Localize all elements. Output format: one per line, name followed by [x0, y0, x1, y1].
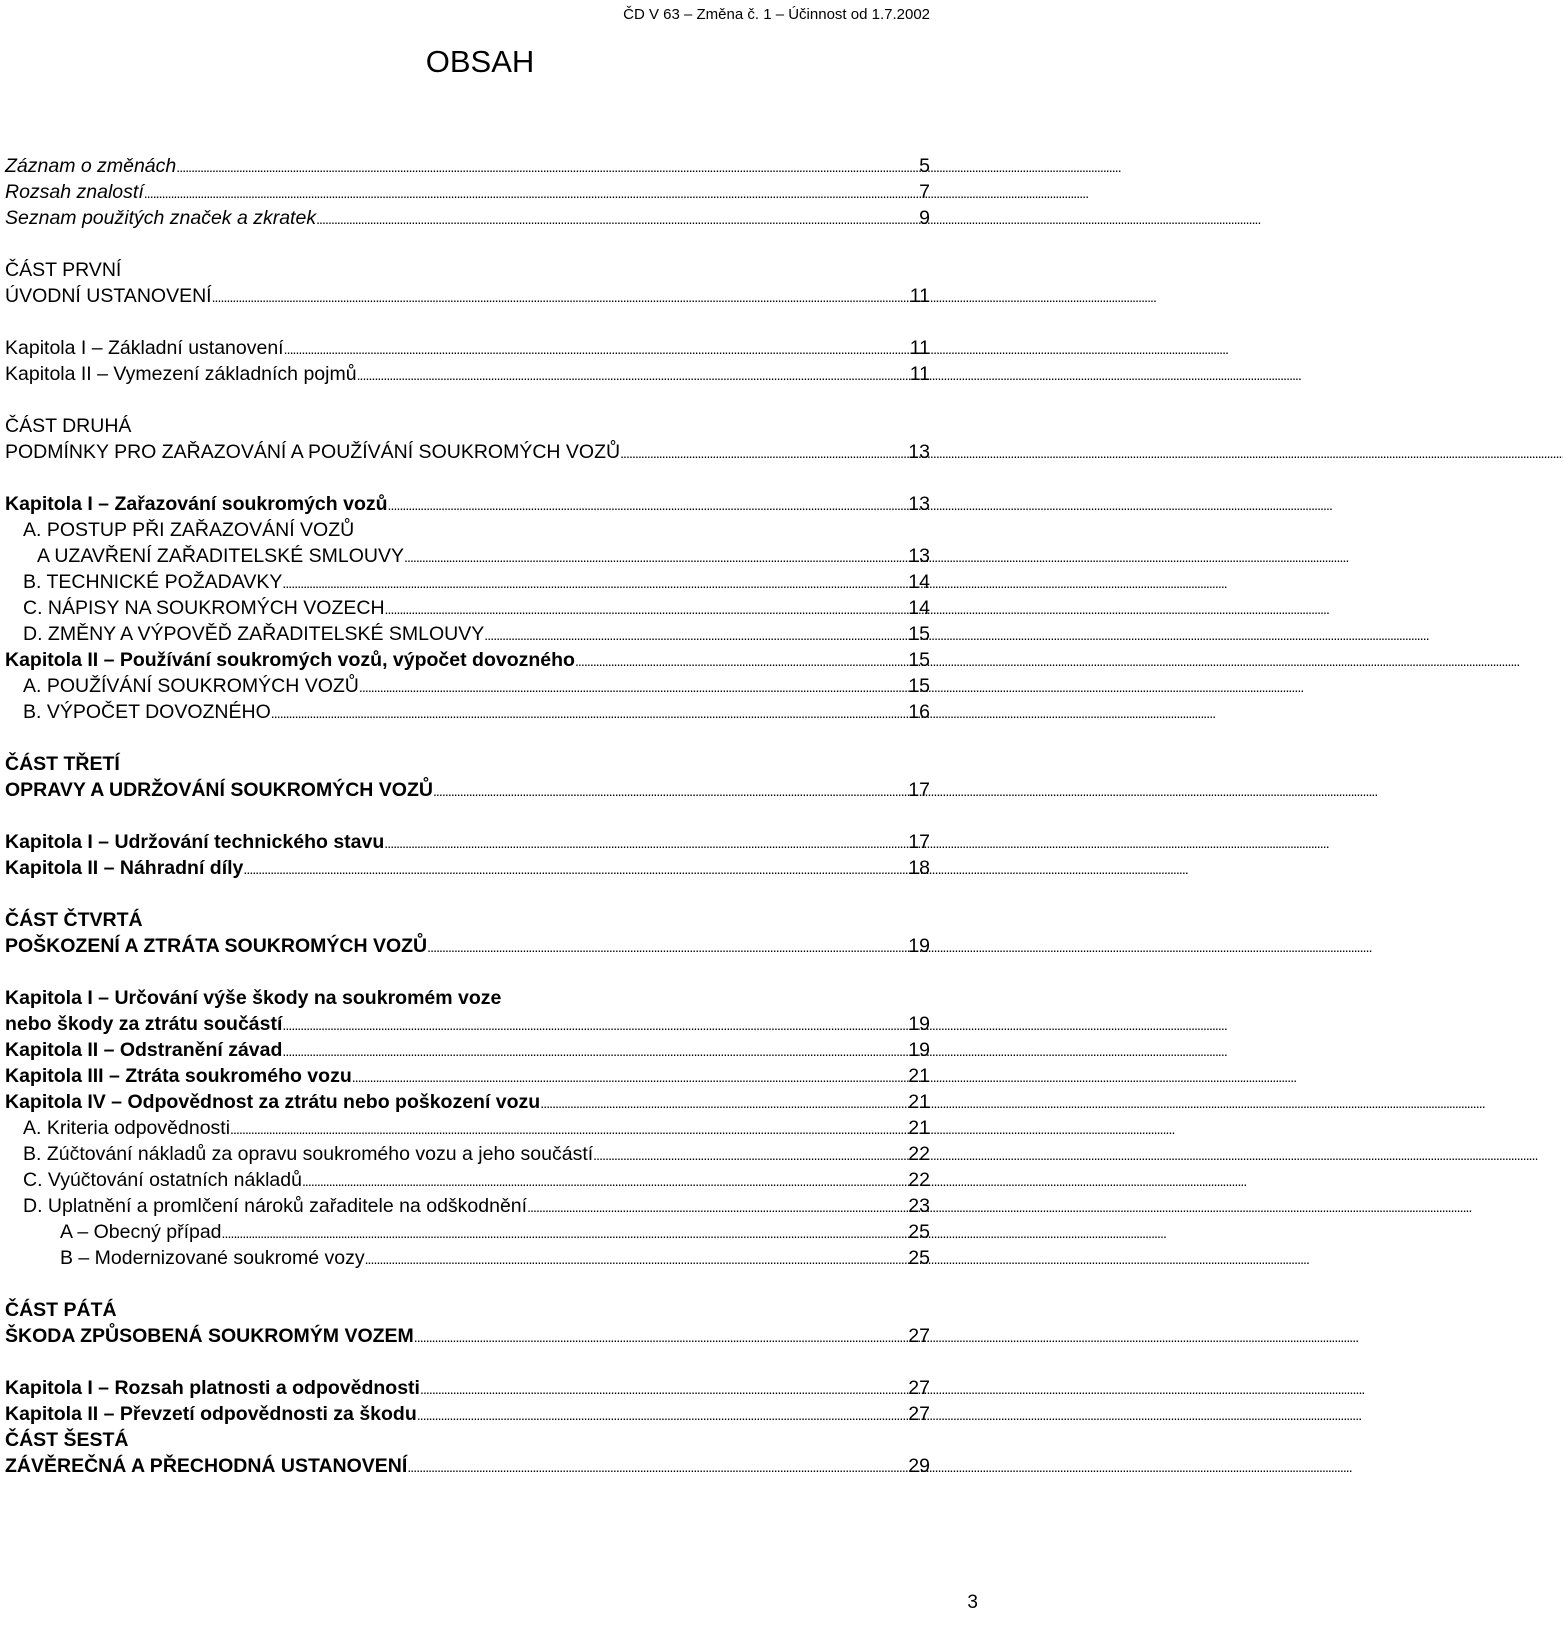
document-reference: ČD V 63 – Změna č. 1 – Účinnost od 1.7.2002 [623, 6, 930, 23]
toc-entry[interactable]: Kapitola I – Základní ustanovení . . . 11 [5, 337, 930, 363]
toc-entry[interactable]: C. NÁPISY NA SOUKROMÝCH VOZECH . . . 14 [23, 597, 930, 623]
toc-entry[interactable]: Kapitola IV – Odpovědnost za ztrátu nebo poškození vozu . . . 21 [5, 1091, 930, 1117]
toc-entry[interactable]: D. Uplatnění a promlčení nároků zařaditele na odškodnění . . . 23 [23, 1195, 930, 1221]
toc-entry[interactable]: Kapitola I – Zařazování soukromých vozů . . . 13 [5, 493, 930, 519]
toc-entry[interactable]: Kapitola II – Převzetí odpovědnosti za škodu . . . 27 [5, 1403, 930, 1429]
toc-entry[interactable]: A – Obecný případ . . . 25 [60, 1221, 930, 1247]
page-title: OBSAH [425, 44, 535, 79]
toc-entry[interactable]: ZÁVĚREČNÁ A PŘECHODNÁ USTANOVENÍ . . . 29 [5, 1455, 930, 1481]
toc-part-heading: ČÁST ŠESTÁ [5, 1429, 129, 1451]
toc-entry: A. POSTUP PŘI ZAŘAZOVÁNÍ VOZŮ [23, 519, 355, 541]
toc-entry[interactable]: Kapitola II – Používání soukromých vozů, výpočet dovozného . . . 15 [5, 649, 930, 675]
toc-entry[interactable]: ÚVODNÍ USTANOVENÍ . . . 11 [5, 285, 930, 311]
toc-entry: Kapitola I – Určování výše škody na soukromém voze [5, 987, 502, 1009]
toc-part-heading: ČÁST ČTVRTÁ [5, 909, 143, 931]
toc-part-heading: ČÁST TŘETÍ [5, 753, 120, 775]
toc-entry[interactable]: POŠKOZENÍ A ZTRÁTA SOUKROMÝCH VOZŮ . . . 19 [5, 935, 930, 961]
toc-entry[interactable]: B. Zúčtování nákladů za opravu soukromého vozu a jeho součástí . . . 22 [23, 1143, 930, 1169]
toc-entry[interactable]: B. TECHNICKÉ POŽADAVKY . . . 14 [23, 571, 930, 597]
toc-entry[interactable]: Kapitola II – Odstranění závad . . . 19 [5, 1039, 930, 1065]
toc-entry[interactable]: PODMÍNKY PRO ZAŘAZOVÁNÍ A POUŽÍVÁNÍ SOUKROMÝCH VOZŮ . . . 13 [5, 441, 930, 467]
toc-entry[interactable]: nebo škody za ztrátu součástí . . . 19 [5, 1013, 930, 1039]
toc-entry[interactable]: Kapitola III – Ztráta soukromého vozu . . . 21 [5, 1065, 930, 1091]
toc-entry[interactable]: Záznam o změnách . . . 5 [5, 155, 930, 181]
toc-entry[interactable]: B. VÝPOČET DOVOZNÉHO . . . 16 [23, 701, 930, 727]
toc-entry[interactable]: Kapitola I – Udržování technického stavu . . . 17 [5, 831, 930, 857]
page-number [0, 1592, 1440, 1614]
toc-entry[interactable]: Rozsah znalostí . . . 7 [5, 181, 930, 207]
toc-entry[interactable]: Kapitola I – Rozsah platnosti a odpovědnosti . . . 27 [5, 1377, 930, 1403]
toc-entry[interactable]: ŠKODA ZPŮSOBENÁ SOUKROMÝM VOZEM . . . 27 [5, 1325, 930, 1351]
toc-part-heading: ČÁST PÁTÁ [5, 1299, 117, 1321]
page-number-value: 3 [967, 1592, 978, 1613]
toc-part-heading: ČÁST PRVNÍ [5, 259, 122, 281]
toc-part-heading: ČÁST DRUHÁ [5, 415, 132, 437]
toc-entry[interactable]: Seznam použitých značek a zkratek . . . 9 [5, 207, 930, 233]
toc-entry[interactable]: D. ZMĚNY A VÝPOVĚĎ ZAŘADITELSKÉ SMLOUVY . . . 15 [23, 623, 930, 649]
toc-entry[interactable]: A. Kriteria odpovědnosti . . . 21 [23, 1117, 930, 1143]
toc-entry[interactable]: Kapitola II – Náhradní díly . . . 18 [5, 857, 930, 883]
toc-entry[interactable]: A. POUŽÍVÁNÍ SOUKROMÝCH VOZŮ . . . 15 [23, 675, 930, 701]
toc-entry[interactable]: A UZAVŘENÍ ZAŘADITELSKÉ SMLOUVY . . . 13 [37, 545, 930, 571]
toc-entry[interactable]: B – Modernizované soukromé vozy . . . 25 [60, 1247, 930, 1273]
toc-entry[interactable]: Kapitola II – Vymezení základních pojmů . . . 11 [5, 363, 930, 389]
toc-entry[interactable]: C. Vyúčtování ostatních nákladů . . . 22 [23, 1169, 930, 1195]
toc-entry[interactable]: OPRAVY A UDRŽOVÁNÍ SOUKROMÝCH VOZŮ . . . 17 [5, 779, 930, 805]
